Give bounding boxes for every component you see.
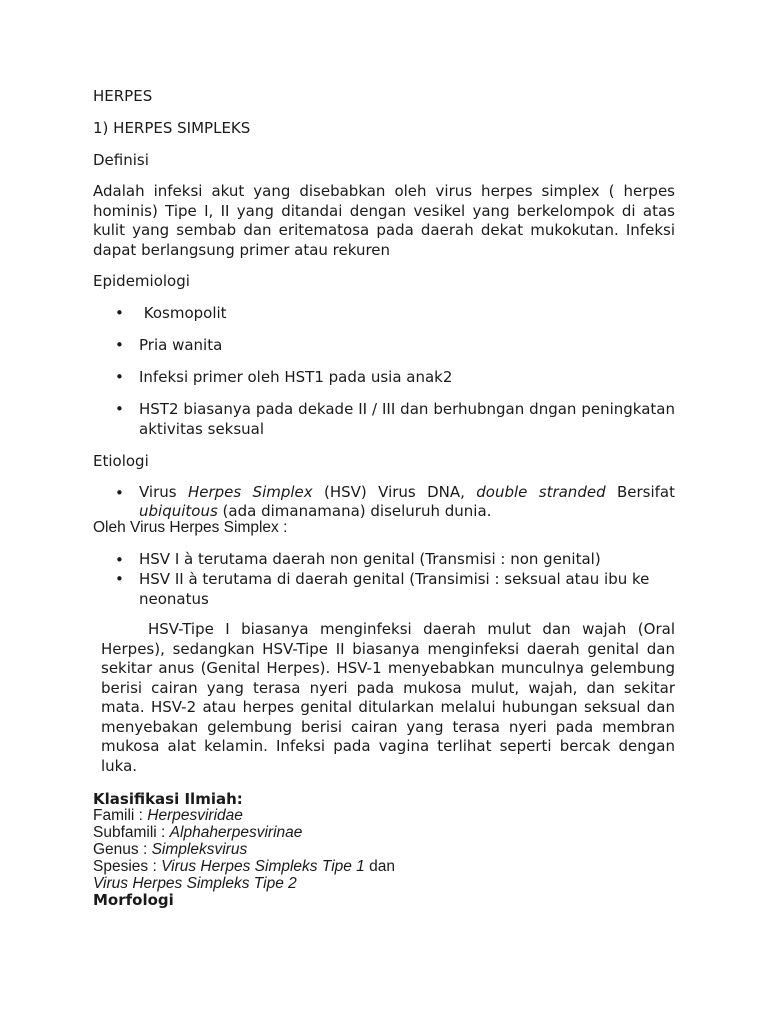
list-item-text: HSV II à terutama di daerah genital (Transimisi : seksual atau ibu ke neonatus — [139, 570, 650, 608]
epidemiologi-heading: Epidemiologi — [93, 272, 190, 290]
definisi-paragraph: Adalah infeksi akut yang disebabkan oleh virus herpes simplex ( herpes hominis) Tipe I, II yang ditandai dengan vesikel yang berkelompok di atas kulit yang sembab dan eritematosa pada daerah dekat mukokutan. Infeksi dapat berlangsung primer atau rekuren — [93, 182, 675, 259]
list-item-text: Virus Herpes Simplex (HSV) Virus DNA, double stranded Bersifat ubiquitous (ada dimanamana) diseluruh dunia. — [139, 483, 675, 520]
list-item-text: Infeksi primer oleh HST1 pada usia anak2 — [139, 368, 453, 386]
etiologi-heading: Etiologi — [93, 452, 149, 470]
spesies2-line: Virus Herpes Simpleks Tipe 2 — [93, 875, 297, 892]
morfologi-heading: Morfologi — [93, 891, 174, 909]
bullet-icon: • — [115, 336, 124, 354]
bullet-icon: • — [115, 400, 124, 418]
hsv-paragraph: HSV-Tipe I biasanya menginfeksi daerah mulut dan wajah (Oral Herpes), sedangkan HSV-Tipe II biasanya menginfeksi daerah genital dan sekitar anus (Genital Herpes). HSV-1 menyebabkan munculnya gelembung berisi cairan yang terasa nyeri pada mukosa mulut, wajah, dan sekitar mata. HSV-2 atau herpes genital ditularkan melalui hubungan seksual dan menyebakan gelembung berisi cairan yang terasa nyeri pada membran mukosa alat kelamin. Infeksi pada vagina terlihat seperti bercak dengan luka. — [101, 620, 675, 775]
document-title: HERPES — [93, 87, 153, 105]
list-item-text: HSV I à terutama daerah non genital (Transmisi : non genital) — [139, 550, 601, 568]
list-item-text: Pria wanita — [139, 336, 223, 354]
section-heading: 1) HERPES SIMPLEKS — [93, 119, 251, 137]
bullet-icon: • — [115, 551, 124, 569]
genus-line: Genus : Simpleksvirus — [93, 841, 248, 858]
definisi-heading: Definisi — [93, 151, 149, 169]
bullet-icon: • — [115, 484, 124, 502]
subfamili-line: Subfamili : Alphaherpesvirinae — [93, 824, 303, 841]
bullet-icon: • — [115, 304, 124, 322]
bullet-icon: • — [115, 368, 124, 386]
oleh-line: Oleh Virus Herpes Simplex : — [93, 519, 288, 536]
list-item-text: Kosmopolit — [139, 304, 227, 322]
list-item-text: HST2 biasanya pada dekade II / III dan berhubngan dngan peningkatan aktivitas seksual — [139, 400, 675, 438]
klasifikasi-heading: Klasifikasi Ilmiah: — [93, 790, 243, 808]
famili-line: Famili : Herpesviridae — [93, 807, 243, 824]
bullet-icon: • — [115, 570, 124, 588]
spesies-line: Spesies : Virus Herpes Simpleks Tipe 1 dan — [93, 858, 395, 875]
